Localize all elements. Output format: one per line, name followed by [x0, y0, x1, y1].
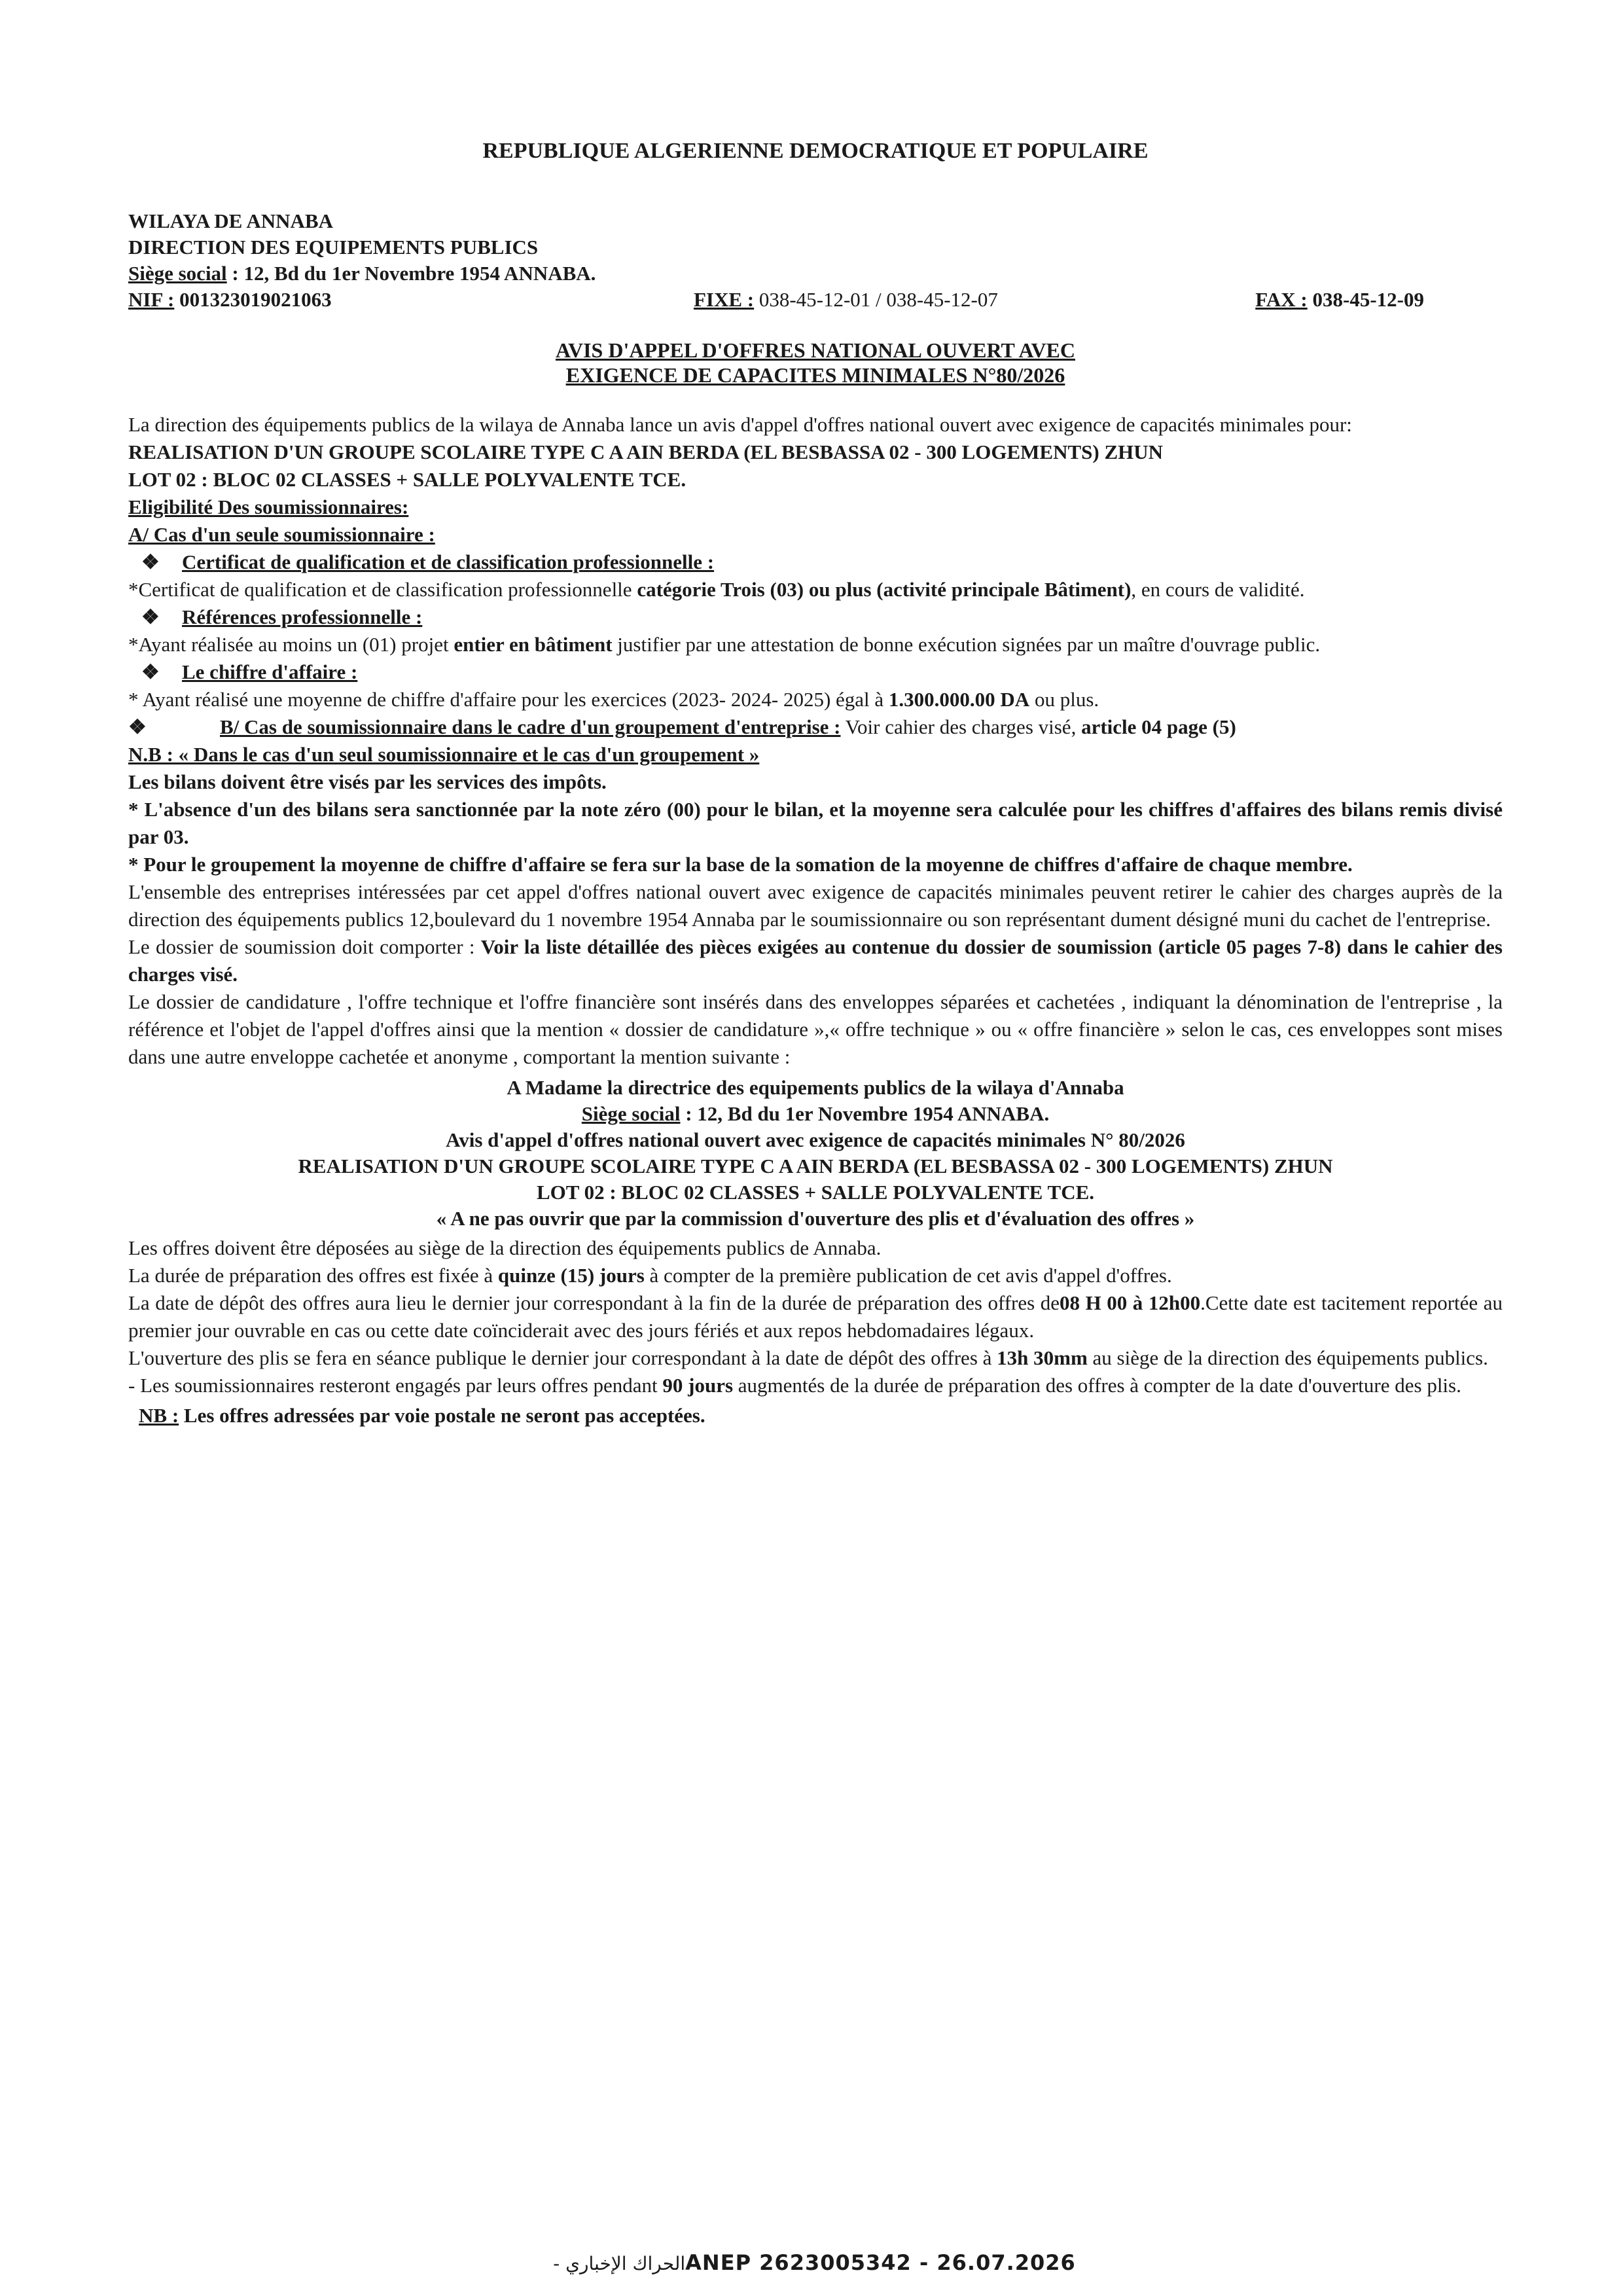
closing-p5-c: augmentés de la durée de préparation des offres à compter de la date d'ouverture des plis.	[733, 1374, 1461, 1397]
closing-p3-c: .Cette date est tacitement reportée au premier jour ouvrable en cas ou cette date coïnciderait avec des jours fériés et aux repos hebdomadaires légaux.	[128, 1291, 1503, 1342]
ref-text	[128, 631, 1503, 658]
footer-ref: ANEP 2623005342 - 26.07.2026	[685, 2250, 1076, 2275]
address-line4: REALISATION D'UN GROUPE SCOLAIRE TYPE C A AIN BERDA (EL BESBASSA 02 - 300 LOGEMENTS) ZHUN	[298, 1155, 1333, 1177]
project-line2: LOT 02 : BLOC 02 CLASSES + SALLE POLYVALENTE TCE.	[128, 468, 687, 491]
fixe	[694, 287, 998, 313]
address-line5: LOT 02 : BLOC 02 CLASSES + SALLE POLYVALENTE TCE.	[536, 1181, 1095, 1204]
issuer-block	[128, 208, 1503, 313]
address-siege	[128, 1101, 1503, 1127]
ref-heading	[128, 603, 1503, 631]
footer-arabic: الحراك الإخباري -	[547, 2253, 686, 2274]
nb-heading: N.B : « Dans le cas d'un seul soumissionnaire et le cas d'un groupement »	[128, 743, 760, 766]
closing-p4-b: 13h 30mm	[997, 1346, 1088, 1369]
closing-p3-a: La date de dépôt des offres aura lieu le dernier jour correspondant à la fin de la durée de préparation des offres de	[128, 1291, 1060, 1314]
address-line3: Avis d'appel d'offres national ouvert avec exigence de capacités minimales N° 80/2026	[446, 1128, 1185, 1151]
nb-line1: Les bilans doivent être visés par les services des impôts.	[128, 770, 607, 793]
nif-label: NIF :	[128, 288, 175, 311]
fixe-value: 038-45-12-01 / 038-45-12-07	[754, 288, 998, 311]
notice-title-line2: EXIGENCE DE CAPACITES MINIMALES N°80/2026	[565, 363, 1065, 387]
body-paragraph-3: Le dossier de candidature , l'offre technique et l'offre financière sont insérés dans des enveloppes séparées et cachetées , indiquant la dénomination de l'entreprise , la référence et l'objet de l'appel d'offres ainsi que la mention « dossier de candidature »,« offre technique » ou « offre financière » selon le cas, ces enveloppes sont mises dans une autre enveloppe cachetée et anonyme , comportant la mention suivante :	[128, 990, 1503, 1068]
nif-value: 001323019021063	[174, 288, 332, 311]
ca-text-c: ou plus.	[1029, 688, 1099, 711]
republic-title: REPUBLIQUE ALGERIENNE DEMOCRATIQUE ET POPULAIRE	[482, 139, 1149, 163]
closing-paragraph-1: Les offres doivent être déposées au siège de la direction des équipements publics de Annaba.	[128, 1236, 882, 1259]
cert-text-c: , en cours de validité.	[1131, 578, 1305, 601]
fixe-label: FIXE :	[693, 288, 755, 311]
siege-label: Siège social	[128, 262, 227, 285]
nb-line2: * L'absence d'un des bilans sera sanctionnée par la note zéro (00) pour le bilan, et la moyenne sera calculée pour les chiffres d'affaires des bilans remis divisé par 03.	[128, 798, 1503, 848]
address-siege-label: Siège social	[581, 1102, 681, 1125]
cert-heading	[128, 548, 1503, 576]
wilaya-name: WILAYA DE ANNABA	[128, 209, 333, 232]
cert-text-b: catégorie Trois (03) ou plus (activité principale Bâtiment)	[637, 578, 1132, 601]
closing-paragraph-3	[128, 1289, 1503, 1344]
body-paragraph-1: L'ensemble des entreprises intéressées par cet appel d'offres national ouvert avec exigence de capacités minimales peuvent retirer le cahier des charges auprès de la direction des équipements publics 12,boulevard du 1 novembre 1954 Annaba par le soumissionnaire ou son représentant dument désigné muni du cachet de l'entreprise.	[128, 880, 1503, 931]
closing-p3-b: 08 H 00 à 12h00	[1060, 1291, 1201, 1314]
diamond-bullet-icon: ❖	[141, 550, 160, 573]
final-nb-text: Les offres adressées par voie postale ne seront pas acceptées.	[179, 1404, 705, 1427]
case-b-ref: article 04 page (5)	[1081, 715, 1236, 738]
fax-label: FAX :	[1255, 288, 1308, 311]
publication-footer	[0, 2250, 1623, 2275]
closing-paragraph-5	[128, 1372, 1503, 1399]
closing-p5-b: 90 jours	[662, 1374, 734, 1397]
address-line6: « A ne pas ouvrir que par la commission d'ouverture des plis et d'évaluation des offres »	[436, 1207, 1195, 1230]
address-block	[128, 1075, 1503, 1232]
nb-block	[128, 768, 1503, 878]
ca-text-b: 1.300.000.00 DA	[888, 688, 1030, 711]
closing-p2-b: quinze (15) jours	[497, 1264, 645, 1287]
fax	[1255, 287, 1424, 313]
notice-page	[128, 137, 1503, 1429]
eligibility-heading: Eligibilité Des soumissionnaires:	[128, 495, 409, 518]
direction-name: DIRECTION DES EQUIPEMENTS PUBLICS	[128, 236, 539, 259]
nif	[128, 287, 332, 313]
closing-p5-a: - Les soumissionnaires resteront engagés par leurs offres pendant	[128, 1374, 663, 1397]
cert-text-a: *Certificat de qualification et de classification professionnelle	[128, 578, 637, 601]
case-b-heading: B/ Cas de soumissionnaire dans le cadre d'un groupement d'entreprise :	[220, 715, 841, 738]
address-siege-value: : 12, Bd du 1er Novembre 1954 ANNABA.	[680, 1102, 1050, 1125]
cert-text	[128, 576, 1503, 603]
closing-p4-a: L'ouverture des plis se fera en séance publique le dernier jour correspondant à la date de dépôt des offres à	[128, 1346, 997, 1369]
ref-text-c: justifier par une attestation de bonne exécution signées par un maître d'ouvrage public.	[612, 633, 1321, 656]
address-line1: A Madame la directrice des equipements publics de la wilaya d'Annaba	[507, 1076, 1124, 1099]
diamond-bullet-icon: ❖	[141, 660, 160, 683]
closing-p2-c: à compter de la première publication de cet avis d'appel d'offres.	[644, 1264, 1172, 1287]
cert-heading-label: Certificat de qualification et de classification professionnelle :	[182, 550, 715, 573]
ca-heading	[128, 658, 1503, 686]
closing-paragraph-4	[128, 1344, 1503, 1372]
fax-value: 038-45-12-09	[1307, 288, 1424, 311]
ca-heading-label: Le chiffre d'affaire :	[182, 660, 358, 683]
ca-text-a: * Ayant réalisé une moyenne de chiffre d'affaire pour les exercices (2023- 2024- 2025) égal à	[128, 688, 889, 711]
body-p2-b: Voir la liste détaillée des pièces exigées au contenue du dossier de soumission (article 05 pages 7-8) dans le cahier des charges visé.	[128, 935, 1503, 986]
final-nb	[128, 1402, 1503, 1429]
notice-title-line1: AVIS D'APPEL D'OFFRES NATIONAL OUVERT AVEC	[555, 338, 1075, 362]
body-p2-a: Le dossier de soumission doit comporter :	[128, 935, 481, 958]
contact-row	[128, 287, 1503, 313]
siege-value: : 12, Bd du 1er Novembre 1954 ANNABA.	[226, 262, 596, 285]
case-a-heading: A/ Cas d'un seule soumissionnaire :	[128, 523, 435, 546]
diamond-bullet-icon: ❖	[141, 605, 160, 628]
ca-text	[128, 686, 1503, 713]
closing-paragraph-2	[128, 1262, 1503, 1289]
siege-line	[128, 260, 1503, 287]
nb-line3: * Pour le groupement la moyenne de chiffre d'affaire se fera sur la base de la somation de la moyenne de chiffres d'affaire de chaque membre.	[128, 853, 1353, 876]
body-paragraph-2	[128, 933, 1503, 988]
ref-text-b: entier en bâtiment	[454, 633, 613, 656]
closing-p4-c: au siège de la direction des équipements publics.	[1087, 1346, 1488, 1369]
notice-title	[128, 338, 1503, 387]
case-b-line	[128, 713, 1503, 741]
ref-text-a: *Ayant réalisée au moins un (01) projet	[128, 633, 454, 656]
diamond-bullet-icon: ❖	[128, 715, 147, 738]
intro-paragraph: La direction des équipements publics de la wilaya de Annaba lance un avis d'appel d'offres national ouvert avec exigence de capacités minimales pour:	[128, 413, 1352, 436]
closing-p2-a: La durée de préparation des offres est fixée à	[128, 1264, 498, 1287]
project-line1: REALISATION D'UN GROUPE SCOLAIRE TYPE C A AIN BERDA (EL BESBASSA 02 - 300 LOGEMENTS) ZHUN	[128, 440, 1164, 463]
case-b-text: Voir cahier des charges visé,	[840, 715, 1082, 738]
final-nb-label: NB :	[139, 1404, 179, 1427]
ref-heading-label: Références professionnelle :	[182, 605, 423, 628]
